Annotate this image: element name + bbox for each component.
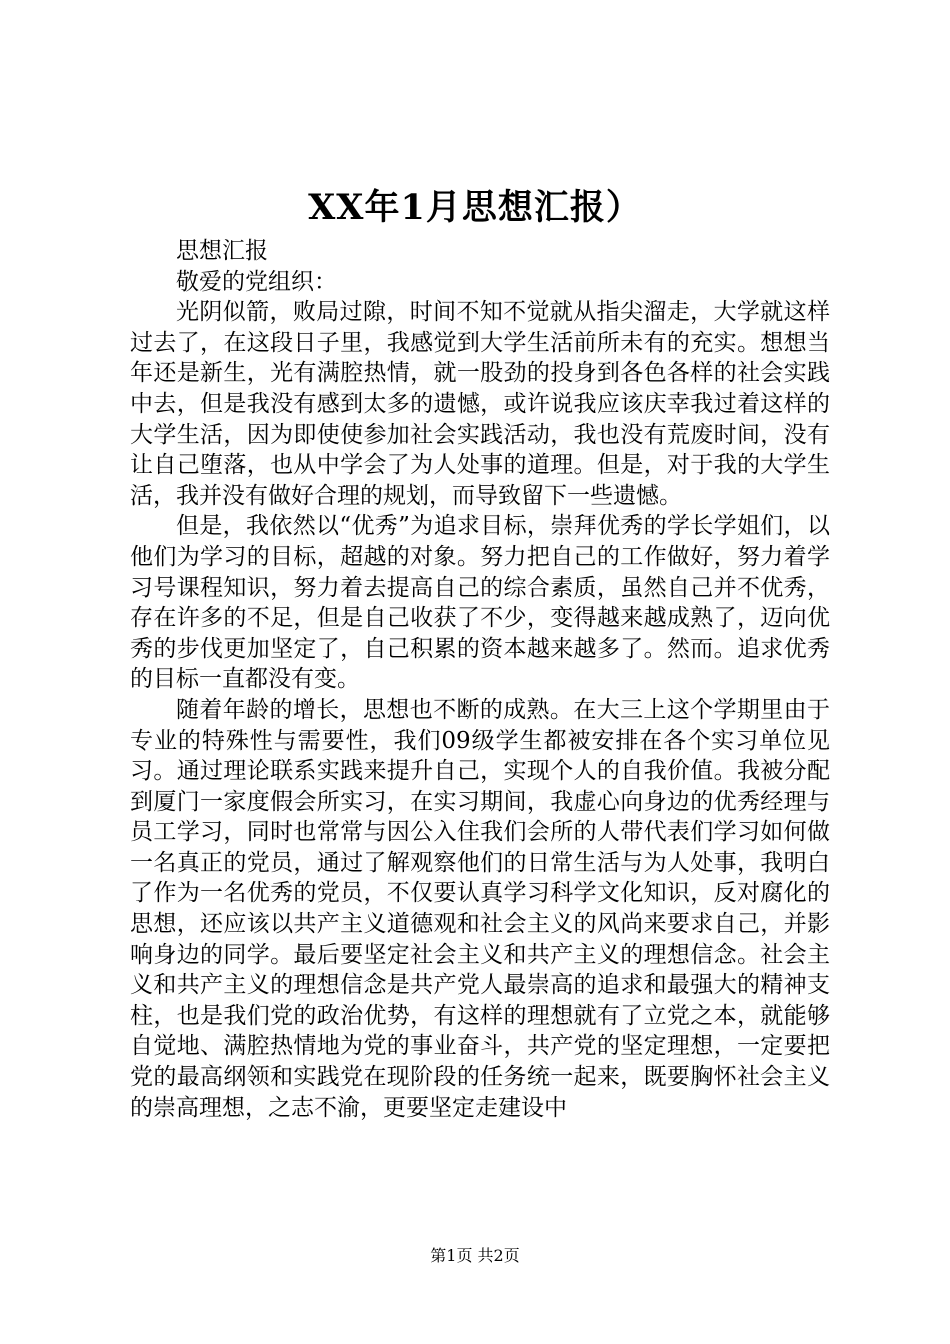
- document-heading: 思想汇报: [176, 238, 268, 264]
- salutation: 敬爱的党组织：: [176, 268, 337, 295]
- document-title: XX年1月思想汇报）: [308, 187, 642, 228]
- page-footer: 第1页 共2页: [430, 1246, 520, 1265]
- paragraph-3: 随着年龄的增长，思想也不断的成熟。在大三上这个学期里由于专业的特殊性与需要性，我们09级学生都被安排在各个实习单位见习。通过理论联系实践来提升自己，实现个人的自我价值。我被分配到厦门一家度假会所实习，在实习期间，我虚心向身边的优秀经理与员工学习，同时也常常与因公入住我们会所的人带代表们学习如何做一名真正的党员，通过了解观察他们的日常生活与为人处事，我明白了作为一名优秀的党员，不仅要认真学习科学文化知识，反对腐化的思想，还应该以共产主义道德观和社会主义的风尚来要求自己，并影响身边的同学。最后要坚定社会主义和共产主义的理想信念。社会主义和共产主义的理想信念是共产党人最崇高的追求和最强大的精神支柱，也是我们党的政治优势，有这样的理想就有了立党之本，就能够自觉地、满腔热情地为党的事业奋斗，共产党的坚定理想，一定要把党的最高纲领和实践党在现阶段的任务统一起来，既要胸怀社会主义的崇高理想，之志不渝，更要坚定走建设中: [130, 696, 830, 1121]
- paragraph-1: 光阴似箭，败局过隙，时间不知不觉就从指尖溜走，大学就这样过去了，在这段日子里，我感觉到大学生活前所未有的充实。想想当年还是新生，光有满腔热情，就一股劲的投身到各色各样的社会实践中去，但是我没有感到太多的遗憾，或许说我应该庆幸我过着这样的大学生活，因为即使使参加社会实践活动，我也没有荒废时间，没有让自己堕落，也从中学会了为人处事的道理。但是，对于我的大学生活，我并没有做好合理的规划，而导致留下一些遗憾。: [130, 299, 830, 509]
- paragraph-2: 但是，我依然以“优秀”为追求目标，崇拜优秀的学长学姐们，以他们为学习的目标，超越的对象。努力把自己的工作做好，努力着学习号课程知识，努力着去提高自己的综合素质，虽然自己并不优秀，存在许多的不足，但是自己收获了不少，变得越来越成熟了，迈向优秀的步伐更加坚定了，自己积累的资本越来越多了。然而。追求优秀的目标一直都没有变。: [130, 513, 830, 693]
- document-body: [130, 236, 830, 1123]
